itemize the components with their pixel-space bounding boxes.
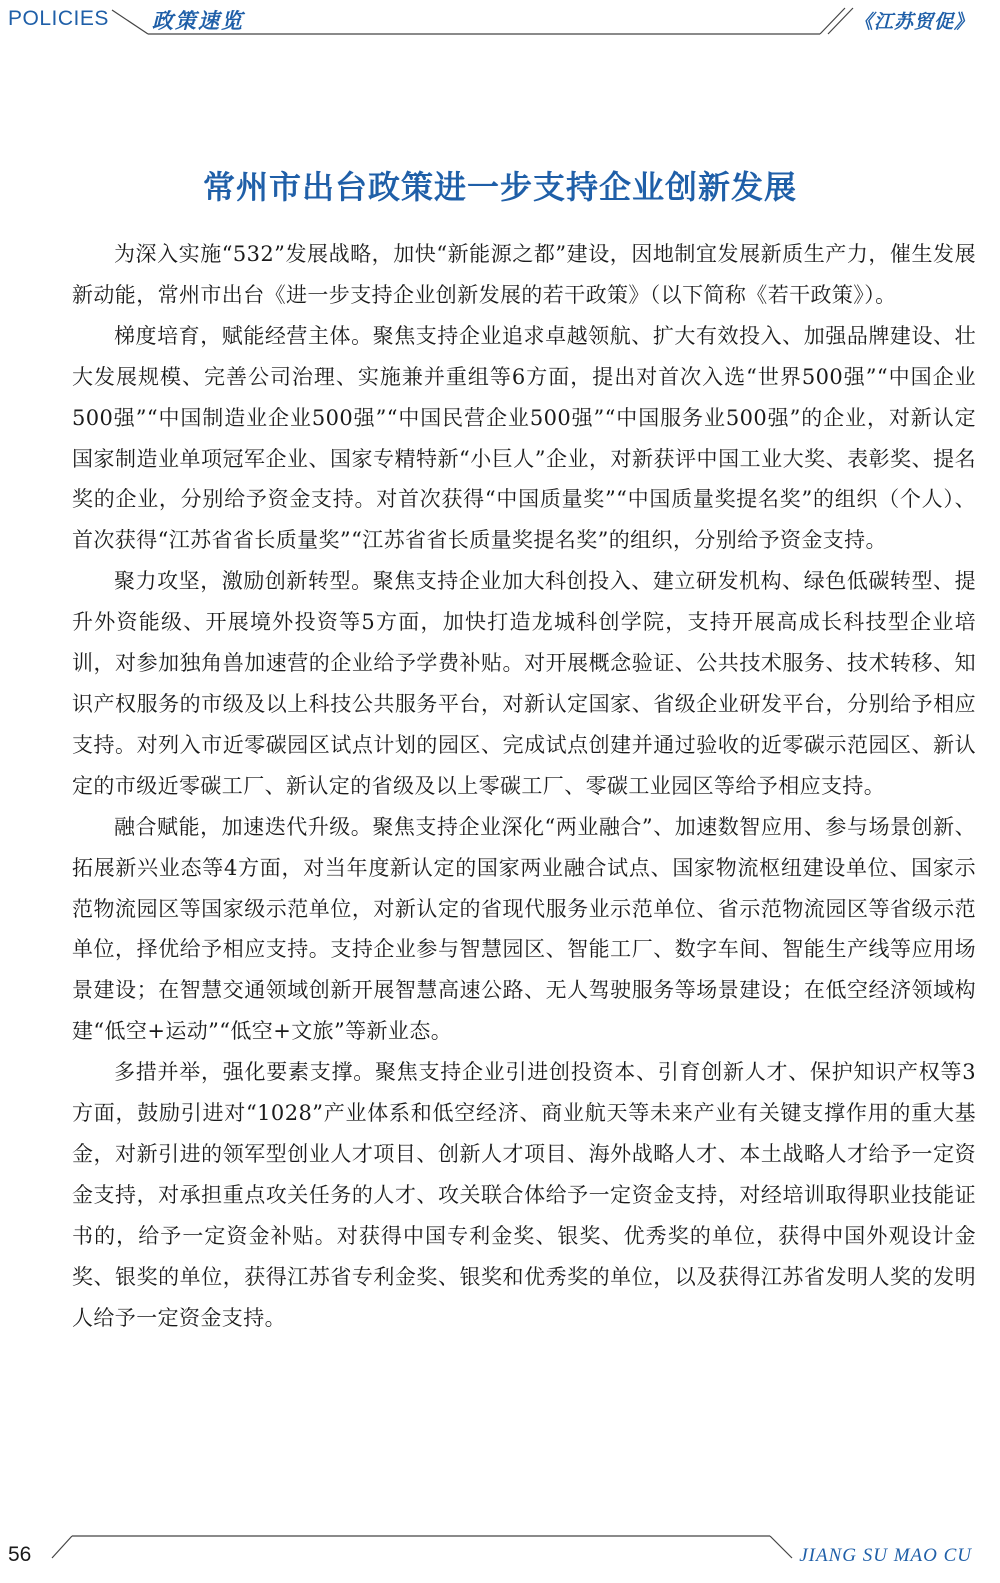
page-header: [0, 0, 1000, 40]
paragraph-gradient-cultivation: 梯度培育，赋能经营主体。聚焦支持企业追求卓越领航、扩大有效投入、加强品牌建设、壮大发展规模、完善公司治理、实施兼并重组等6方面，提出对首次入选“世界500强”“中国企业500强”“中国制造业企业500强”“中国民营企业500强”“中国服务业500强”的企业，对新认定国家制造业单项冠军企业、国家专精特新“小巨人”企业，对新获评中国工业大奖、表彰奖、提名奖的企业，分别给予资金支持。对首次获得“中国质量奖”“中国质量奖提名奖”的组织（个人）、首次获得“江苏省省长质量奖”“江苏省省长质量奖提名奖”的组织，分别给予资金支持。: [72, 323, 976, 553]
article-body: [72, 234, 976, 1338]
page-number: 56: [8, 1543, 32, 1566]
article-title: 常州市出台政策进一步支持企业创新发展: [202, 168, 797, 206]
header-rule: [0, 0, 1000, 40]
paragraph-intro: 为深入实施“532”发展战略，加快“新能源之都”建设，因地制宜发展新质生产力，催生发展新动能，常州市出台《进一步支持企业创新发展的若干政策》（以下简称《若干政策》）。: [72, 242, 976, 307]
paragraph-innovation-transformation: 聚力攻坚，激励创新转型。聚焦支持企业加大科创投入、建立研发机构、绿色低碳转型、提升外资能级、开展境外投资等5方面，加快打造龙城科创学院，支持开展高成长科技型企业培训，对参加独角兽加速营的企业给予学费补贴。对开展概念验证、公共技术服务、技术转移、知识产权服务的市级及以上科技公共服务平台，对新认定国家、省级企业研发平台，分别给予相应支持。对列入市近零碳园区试点计划的园区、完成试点创建并通过验收的近零碳示范园区、新认定的市级近零碳工厂、新认定的省级及以上零碳工厂、零碳工业园区等给予相应支持。: [72, 569, 976, 798]
section-label-en: POLICIES: [8, 7, 109, 30]
paragraph-integration-upgrade: 融合赋能，加速迭代升级。聚焦支持企业深化“两业融合”、加速数智应用、参与场景创新、拓展新兴业态等4方面，对当年度新认定的国家两业融合试点、国家物流枢纽建设单位、国家示范物流园区等国家级示范单位，对新认定的省现代服务业示范单位、省示范物流园区等省级示范单位，择优给予相应支持。支持企业参与智慧园区、智能工厂、数字车间、智能生产线等应用场景建设；在智慧交通领域创新开展智慧高速公路、无人驾驶服务等场景建设；在低空经济领域构建“低空+运动”“低空+文旅”等新业态。: [72, 814, 976, 1044]
section-label-cn: 政策速览: [152, 8, 244, 33]
paragraph-factor-support: 多措并举，强化要素支撑。聚焦支持企业引进创投资本、引育创新人才、保护知识产权等3方面，鼓励引进对“1028”产业体系和低空经济、商业航天等未来产业有关键支撑作用的重大基金，对新引进的领军型创业人才项目、创新人才项目、海外战略人才、本土战略人才给予一定资金支持，对承担重点攻关任务的人才、攻关联合体给予一定资金支持，对经培训取得职业技能证书的，给予一定资金补贴。对获得中国专利金奖、银奖、优秀奖的单位，获得中国外观设计金奖、银奖的单位，获得江苏省专利金奖、银奖和优秀奖的单位，以及获得江苏省发明人奖的发明人给予一定资金支持。: [72, 1060, 976, 1330]
magazine-name: 《江苏贸促》: [853, 11, 974, 33]
magazine-name-en: JIANG SU MAO CU: [799, 1545, 972, 1566]
